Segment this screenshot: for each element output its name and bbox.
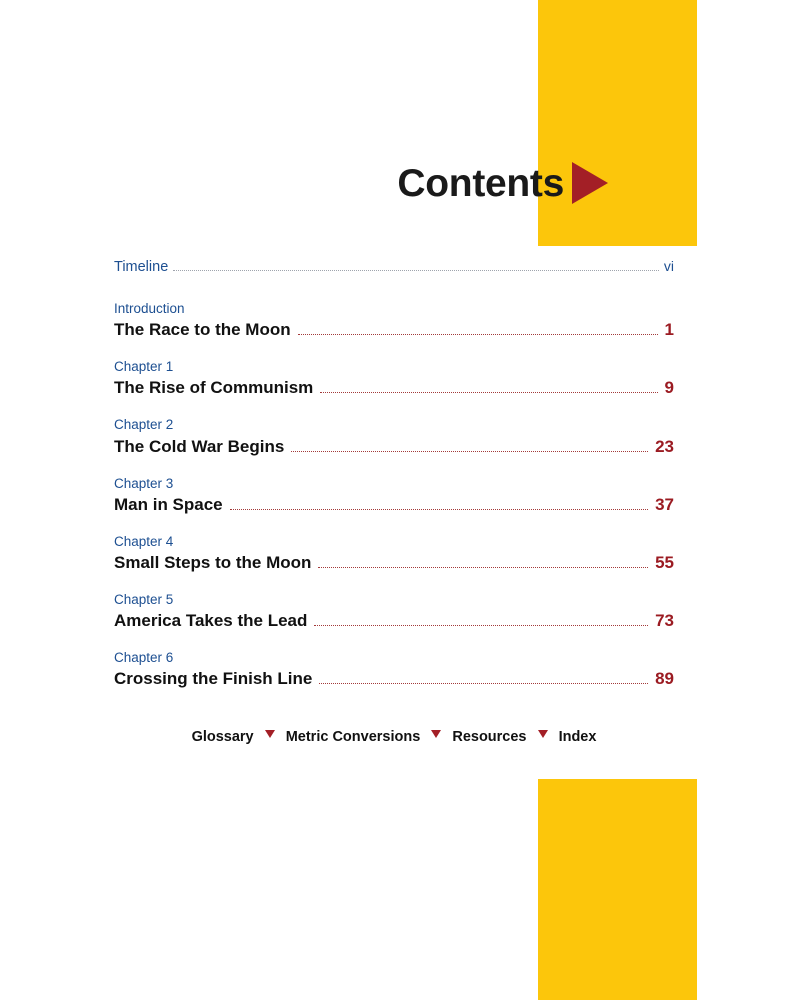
toc-entry-kicker: Chapter 6 [114, 650, 174, 666]
toc-entry-title: The Cold War Begins [114, 436, 285, 456]
toc-entry-kicker: Chapter 5 [114, 591, 174, 607]
leader-dots [318, 567, 648, 568]
toc-entry-title: Small Steps to the Moon [114, 552, 312, 572]
leader-dots [319, 683, 648, 684]
page-title-text: Contents [397, 161, 564, 205]
toc-entry-kicker: Chapter 2 [114, 417, 174, 433]
backmatter-item-metric-conversions[interactable]: Metric Conversions [285, 729, 421, 745]
toc-entry-kicker: Introduction [114, 301, 185, 316]
toc-entry-page: 23 [655, 436, 674, 456]
toc-entry-title: America Takes the Lead [114, 611, 308, 631]
list-item[interactable] [114, 534, 674, 573]
toc-entry-title: Man in Space [114, 494, 223, 514]
list-item[interactable] [114, 301, 674, 340]
toc-entry-title: Crossing the Finish Line [114, 669, 313, 689]
toc-entry-label: Timeline [114, 259, 169, 275]
toc-entry-page: 73 [655, 611, 674, 631]
leader-dots [298, 334, 658, 335]
triangle-separator-icon [538, 726, 548, 742]
toc-entry-page: 37 [655, 494, 674, 514]
toc-entry-kicker: Chapter 4 [114, 533, 174, 549]
triangle-separator-icon [265, 726, 275, 742]
triangle-separator-icon [431, 726, 441, 742]
leader-dots [173, 270, 659, 271]
backmatter-item-resources[interactable]: Resources [452, 729, 527, 745]
toc-entry-page: vi [663, 258, 674, 274]
decorative-yellow-block-bottom [538, 779, 697, 1000]
leader-dots [291, 451, 648, 452]
leader-dots [314, 625, 648, 626]
toc-entry-page: 55 [655, 552, 674, 572]
list-item[interactable] [114, 592, 674, 631]
toc-entry-kicker: Chapter 1 [114, 359, 174, 375]
list-item[interactable] [114, 258, 674, 275]
triangle-arrow-icon [570, 160, 610, 206]
list-item[interactable] [114, 650, 674, 689]
toc-entry-title: The Race to the Moon [114, 320, 291, 340]
toc-entry-kicker: Chapter 3 [114, 475, 174, 491]
table-of-contents [114, 258, 674, 708]
list-item[interactable] [114, 476, 674, 515]
toc-entry-title: The Rise of Communism [114, 378, 314, 398]
toc-entry-page: 1 [664, 320, 674, 340]
decorative-yellow-block-top [538, 0, 697, 246]
toc-entry-page: 9 [664, 378, 674, 398]
backmatter-links [114, 729, 674, 745]
leader-dots [230, 509, 648, 510]
toc-entry-page: 89 [655, 669, 674, 689]
leader-dots [320, 392, 657, 393]
list-item[interactable] [114, 359, 674, 398]
backmatter-item-glossary[interactable]: Glossary [191, 729, 254, 745]
backmatter-item-index[interactable]: Index [558, 729, 597, 745]
page-title [0, 160, 610, 206]
list-item[interactable] [114, 417, 674, 456]
